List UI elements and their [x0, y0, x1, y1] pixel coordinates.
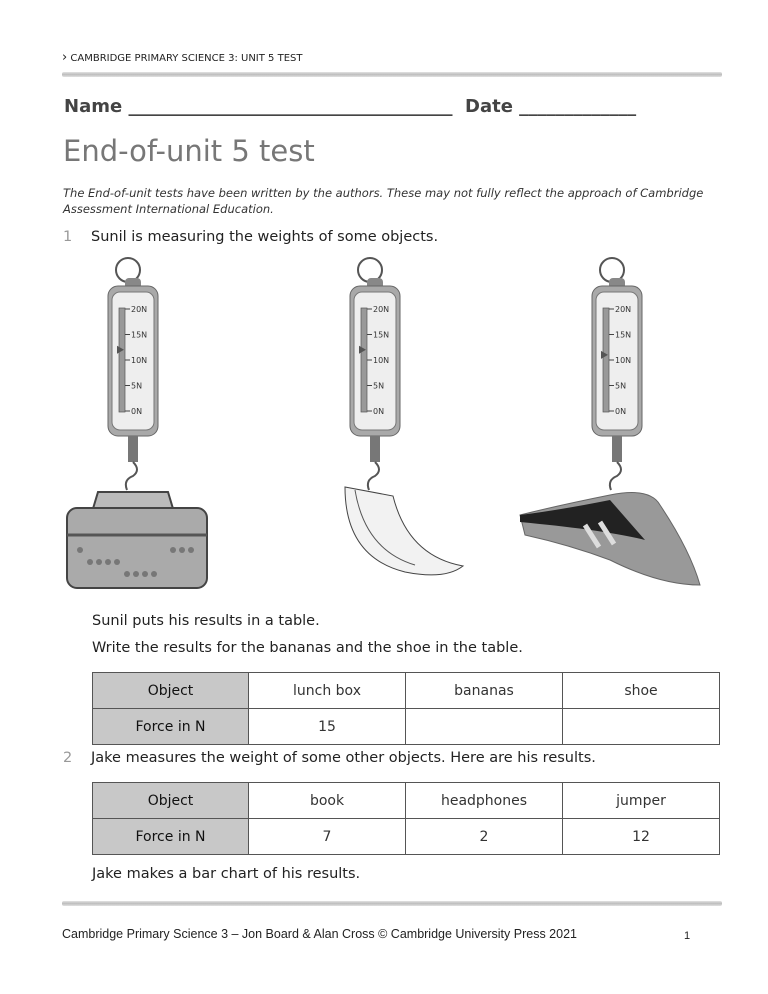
spring-scale-lunch-box	[108, 258, 158, 490]
spring-scale-bananas	[350, 258, 400, 490]
scale-label: 0N	[131, 407, 143, 416]
name-field[interactable]: Name ____________________________________	[64, 96, 453, 117]
q2-line-1: Jake makes a bar chart of his results.	[92, 866, 361, 882]
scale-label: 15N	[373, 330, 390, 340]
q1-line-1: Sunil puts his results in a table.	[92, 613, 320, 629]
table-cell: 15	[249, 709, 406, 745]
footer-divider	[62, 901, 722, 906]
answer-cell-shoe[interactable]	[563, 709, 720, 745]
bananas-image	[345, 487, 463, 575]
table-cell: lunch box	[249, 673, 406, 709]
scale-label: 15N	[131, 330, 148, 340]
table-row	[93, 673, 720, 709]
running-header	[62, 50, 302, 65]
disclaimer-note: The End-of-unit tests have been written by the authors. These may not fully reflect the approach of Cambridge Assessment International Education.	[63, 186, 704, 216]
table-cell: bananas	[406, 673, 563, 709]
question-text: Jake measures the weight of some other objects. Here are his results.	[91, 750, 596, 766]
page-number: 1	[684, 930, 691, 942]
scale-label: 20N	[615, 305, 632, 314]
question-2	[63, 750, 596, 766]
question-number: 1	[63, 229, 73, 245]
name-date-row	[64, 96, 636, 117]
page-title: End-of-unit 5 test	[63, 134, 315, 168]
table-cell: headphones	[406, 783, 563, 819]
table-row	[93, 709, 720, 745]
question-text: Sunil is measuring the weights of some objects.	[91, 229, 439, 245]
table-cell: 2	[406, 819, 563, 855]
table-row	[93, 819, 720, 855]
scale-label: 10N	[615, 356, 632, 365]
footer-credit: Cambridge Primary Science 3 – Jon Board & Alan Cross © Cambridge University Press 2021	[62, 927, 577, 941]
table-cell: book	[249, 783, 406, 819]
table-row	[93, 783, 720, 819]
running-title: CAMBRIDGE PRIMARY SCIENCE 3: UNIT 5 TEST	[70, 53, 303, 64]
spring-scales-illustration	[0, 250, 768, 595]
shoe-image	[520, 493, 700, 585]
header-divider	[62, 72, 722, 77]
scale-label: 15N	[615, 330, 632, 340]
table-header-cell: Object	[93, 673, 249, 709]
spring-scale-shoe	[592, 258, 642, 490]
table-cell: 7	[249, 819, 406, 855]
scale-label: 5N	[131, 381, 143, 391]
scale-label: 10N	[373, 356, 390, 365]
scale-label: 10N	[131, 356, 148, 365]
table-header-cell: Object	[93, 783, 249, 819]
results-table-jake	[92, 782, 720, 855]
question-number: 2	[63, 750, 73, 766]
table-header-cell: Force in N	[93, 709, 249, 745]
chevron-right-icon: ›	[62, 50, 68, 65]
date-field[interactable]: Date _____________	[465, 96, 637, 117]
scale-label: 20N	[373, 305, 390, 314]
q1-line-2: Write the results for the bananas and the shoe in the table.	[92, 640, 523, 656]
table-header-cell: Force in N	[93, 819, 249, 855]
results-table-sunil	[92, 672, 720, 745]
scale-label: 0N	[373, 407, 385, 416]
table-cell: jumper	[563, 783, 720, 819]
scale-label: 5N	[373, 381, 385, 391]
table-cell: shoe	[563, 673, 720, 709]
lunch-box-image	[67, 492, 207, 588]
table-cell: 12	[563, 819, 720, 855]
question-1	[63, 229, 438, 245]
scale-label: 0N	[615, 407, 627, 416]
answer-cell-bananas[interactable]	[406, 709, 563, 745]
scale-label: 5N	[615, 381, 627, 391]
scale-label: 20N	[131, 305, 148, 314]
